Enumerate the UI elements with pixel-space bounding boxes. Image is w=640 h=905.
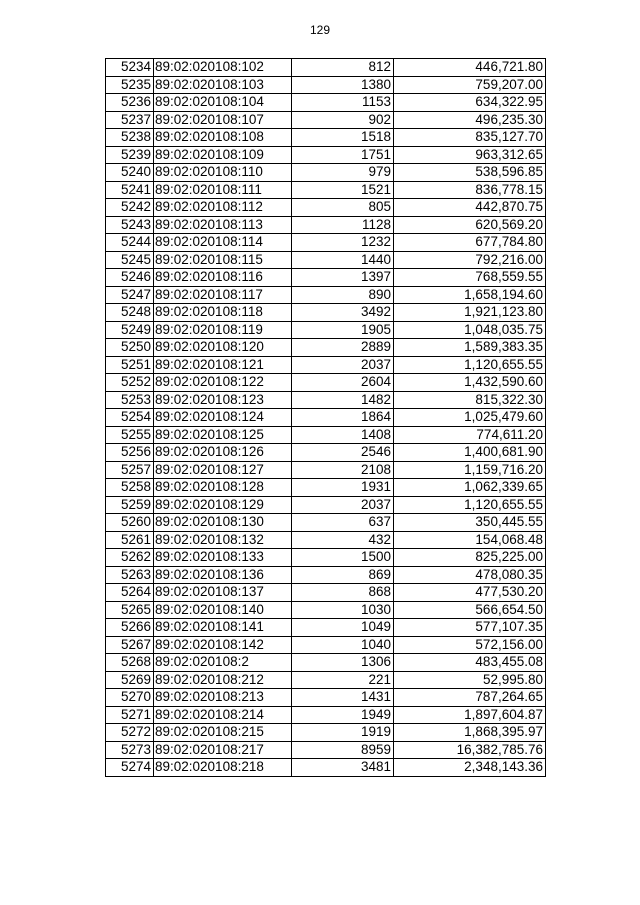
cadastral-value-cell: 759,207.00: [394, 76, 546, 94]
table-row: [106, 321, 546, 339]
table-row: [106, 269, 546, 287]
cadastral-number-cell: 89:02:020108:214: [154, 706, 292, 724]
cadastral-number-cell: 89:02:020108:125: [154, 426, 292, 444]
cadastral-number-cell: 89:02:020108:109: [154, 146, 292, 164]
cadastral-number-cell: 89:02:020108:103: [154, 76, 292, 94]
table-row: [106, 391, 546, 409]
cadastral-value-cell: 835,127.70: [394, 129, 546, 147]
cadastral-number-cell: 89:02:020108:115: [154, 251, 292, 269]
table-row: [106, 286, 546, 304]
table-row: [106, 496, 546, 514]
cadastral-value-cell: 1,921,123.80: [394, 304, 546, 322]
area-cell: 869: [292, 566, 394, 584]
table-row: [106, 356, 546, 374]
cadastral-number-cell: 89:02:020108:108: [154, 129, 292, 147]
area-cell: 432: [292, 531, 394, 549]
row-number-cell: 5271: [106, 706, 154, 724]
row-number-cell: 5251: [106, 356, 154, 374]
area-cell: 1128: [292, 216, 394, 234]
table-row: [106, 654, 546, 672]
cadastral-number-cell: 89:02:020108:132: [154, 531, 292, 549]
area-cell: 1949: [292, 706, 394, 724]
cadastral-number-cell: 89:02:020108:136: [154, 566, 292, 584]
table-row: [106, 199, 546, 217]
cadastral-value-cell: 677,784.80: [394, 234, 546, 252]
row-number-cell: 5263: [106, 566, 154, 584]
row-number-cell: 5250: [106, 339, 154, 357]
area-cell: 1040: [292, 636, 394, 654]
cadastral-number-cell: 89:02:020108:213: [154, 689, 292, 707]
table-row: [106, 94, 546, 112]
cadastral-value-cell: 446,721.80: [394, 59, 546, 77]
cadastral-value-cell: 792,216.00: [394, 251, 546, 269]
row-number-cell: 5272: [106, 724, 154, 742]
area-cell: 890: [292, 286, 394, 304]
row-number-cell: 5244: [106, 234, 154, 252]
cadastral-value-cell: 634,322.95: [394, 94, 546, 112]
area-cell: 1380: [292, 76, 394, 94]
area-cell: 2889: [292, 339, 394, 357]
area-cell: 1905: [292, 321, 394, 339]
cadastral-number-cell: 89:02:020108:215: [154, 724, 292, 742]
row-number-cell: 5274: [106, 759, 154, 777]
cadastral-number-cell: 89:02:020108:141: [154, 619, 292, 637]
cadastral-number-cell: 89:02:020108:127: [154, 461, 292, 479]
cadastral-value-cell: 154,068.48: [394, 531, 546, 549]
row-number-cell: 5249: [106, 321, 154, 339]
row-number-cell: 5255: [106, 426, 154, 444]
row-number-cell: 5242: [106, 199, 154, 217]
area-cell: 1232: [292, 234, 394, 252]
row-number-cell: 5270: [106, 689, 154, 707]
row-number-cell: 5234: [106, 59, 154, 77]
cadastral-number-cell: 89:02:020108:107: [154, 111, 292, 129]
cadastral-number-cell: 89:02:020108:110: [154, 164, 292, 182]
area-cell: 979: [292, 164, 394, 182]
row-number-cell: 5245: [106, 251, 154, 269]
cadastral-number-cell: 89:02:020108:102: [154, 59, 292, 77]
area-cell: 1919: [292, 724, 394, 742]
cadastral-number-cell: 89:02:020108:128: [154, 479, 292, 497]
cadastral-value-cell: 1,658,194.60: [394, 286, 546, 304]
cadastral-value-cell: 1,062,339.65: [394, 479, 546, 497]
row-number-cell: 5266: [106, 619, 154, 637]
cadastral-value-cell: 774,611.20: [394, 426, 546, 444]
row-number-cell: 5259: [106, 496, 154, 514]
cadastral-value-cell: 1,048,035.75: [394, 321, 546, 339]
cadastral-value-cell: 1,159,716.20: [394, 461, 546, 479]
table-row: [106, 724, 546, 742]
table-row: [106, 374, 546, 392]
row-number-cell: 5241: [106, 181, 154, 199]
cadastral-number-cell: 89:02:020108:104: [154, 94, 292, 112]
cadastral-number-cell: 89:02:020108:123: [154, 391, 292, 409]
area-cell: 2546: [292, 444, 394, 462]
cadastral-number-cell: 89:02:020108:117: [154, 286, 292, 304]
cadastral-value-cell: 538,596.85: [394, 164, 546, 182]
cadastral-number-cell: 89:02:020108:116: [154, 269, 292, 287]
cadastral-number-cell: 89:02:020108:140: [154, 601, 292, 619]
area-cell: 3481: [292, 759, 394, 777]
cadastral-value-cell: 52,995.80: [394, 671, 546, 689]
row-number-cell: 5239: [106, 146, 154, 164]
table-row: [106, 514, 546, 532]
cadastral-value-cell: 566,654.50: [394, 601, 546, 619]
table-row: [106, 111, 546, 129]
cadastral-number-cell: 89:02:020108:218: [154, 759, 292, 777]
table-row: [106, 531, 546, 549]
cadastral-number-cell: 89:02:020108:130: [154, 514, 292, 532]
area-cell: 1521: [292, 181, 394, 199]
table-row: [106, 164, 546, 182]
table-row: [106, 479, 546, 497]
area-cell: 2108: [292, 461, 394, 479]
cadastral-value-cell: 620,569.20: [394, 216, 546, 234]
area-cell: 3492: [292, 304, 394, 322]
cadastral-value-cell: 1,868,395.97: [394, 724, 546, 742]
row-number-cell: 5258: [106, 479, 154, 497]
row-number-cell: 5262: [106, 549, 154, 567]
table-row: [106, 566, 546, 584]
table-body: [106, 59, 546, 777]
table-row: [106, 339, 546, 357]
cadastral-number-cell: 89:02:020108:118: [154, 304, 292, 322]
row-number-cell: 5265: [106, 601, 154, 619]
cadastral-value-cell: 963,312.65: [394, 146, 546, 164]
cadastral-value-cell: 496,235.30: [394, 111, 546, 129]
cadastral-number-cell: 89:02:020108:212: [154, 671, 292, 689]
table-row: [106, 444, 546, 462]
cadastral-number-cell: 89:02:020108:133: [154, 549, 292, 567]
cadastral-value-cell: 1,897,604.87: [394, 706, 546, 724]
table-row: [106, 601, 546, 619]
cadastral-value-cell: 483,455.08: [394, 654, 546, 672]
cadastral-number-cell: 89:02:020108:120: [154, 339, 292, 357]
row-number-cell: 5254: [106, 409, 154, 427]
table-row: [106, 636, 546, 654]
area-cell: 1751: [292, 146, 394, 164]
table-row: [106, 741, 546, 759]
cadastral-value-cell: 787,264.65: [394, 689, 546, 707]
cadastral-value-cell: 442,870.75: [394, 199, 546, 217]
cadastral-number-cell: 89:02:020108:124: [154, 409, 292, 427]
row-number-cell: 5260: [106, 514, 154, 532]
area-cell: 8959: [292, 741, 394, 759]
cadastral-value-cell: 2,348,143.36: [394, 759, 546, 777]
row-number-cell: 5243: [106, 216, 154, 234]
area-cell: 1482: [292, 391, 394, 409]
row-number-cell: 5267: [106, 636, 154, 654]
row-number-cell: 5256: [106, 444, 154, 462]
cadastral-number-cell: 89:02:020108:114: [154, 234, 292, 252]
cadastral-value-cell: 1,432,590.60: [394, 374, 546, 392]
table-row: [106, 689, 546, 707]
row-number-cell: 5257: [106, 461, 154, 479]
row-number-cell: 5261: [106, 531, 154, 549]
cadastral-value-cell: 1,120,655.55: [394, 356, 546, 374]
table-row: [106, 129, 546, 147]
row-number-cell: 5237: [106, 111, 154, 129]
table-row: [106, 619, 546, 637]
row-number-cell: 5252: [106, 374, 154, 392]
table-row: [106, 251, 546, 269]
cadastral-value-cell: 836,778.15: [394, 181, 546, 199]
cadastral-value-cell: 572,156.00: [394, 636, 546, 654]
cadastral-value-table: [105, 58, 546, 777]
area-cell: 1431: [292, 689, 394, 707]
row-number-cell: 5264: [106, 584, 154, 602]
row-number-cell: 5235: [106, 76, 154, 94]
table-row: [106, 426, 546, 444]
area-cell: 2037: [292, 356, 394, 374]
area-cell: 1153: [292, 94, 394, 112]
area-cell: 1306: [292, 654, 394, 672]
cadastral-number-cell: 89:02:020108:129: [154, 496, 292, 514]
area-cell: 1500: [292, 549, 394, 567]
cadastral-number-cell: 89:02:020108:217: [154, 741, 292, 759]
area-cell: 1440: [292, 251, 394, 269]
row-number-cell: 5240: [106, 164, 154, 182]
cadastral-number-cell: 89:02:020108:122: [154, 374, 292, 392]
area-cell: 812: [292, 59, 394, 77]
table-row: [106, 584, 546, 602]
cadastral-number-cell: 89:02:020108:112: [154, 199, 292, 217]
row-number-cell: 5247: [106, 286, 154, 304]
row-number-cell: 5253: [106, 391, 154, 409]
table-row: [106, 706, 546, 724]
cadastral-number-cell: 89:02:020108:126: [154, 444, 292, 462]
area-cell: 1030: [292, 601, 394, 619]
cadastral-value-cell: 478,080.35: [394, 566, 546, 584]
area-cell: 868: [292, 584, 394, 602]
cadastral-number-cell: 89:02:020108:137: [154, 584, 292, 602]
cadastral-number-cell: 89:02:020108:121: [154, 356, 292, 374]
cadastral-value-cell: 350,445.55: [394, 514, 546, 532]
row-number-cell: 5273: [106, 741, 154, 759]
area-cell: 2604: [292, 374, 394, 392]
row-number-cell: 5238: [106, 129, 154, 147]
table-row: [106, 59, 546, 77]
table-row: [106, 409, 546, 427]
cadastral-value-cell: 768,559.55: [394, 269, 546, 287]
area-cell: 1397: [292, 269, 394, 287]
table-row: [106, 671, 546, 689]
cadastral-number-cell: 89:02:020108:111: [154, 181, 292, 199]
table-row: [106, 216, 546, 234]
area-cell: 1049: [292, 619, 394, 637]
cadastral-number-cell: 89:02:020108:142: [154, 636, 292, 654]
cadastral-value-cell: 1,120,655.55: [394, 496, 546, 514]
area-cell: 1408: [292, 426, 394, 444]
table-row: [106, 549, 546, 567]
table-row: [106, 76, 546, 94]
page-number: 129: [309, 23, 331, 37]
cadastral-value-cell: 1,025,479.60: [394, 409, 546, 427]
area-cell: 902: [292, 111, 394, 129]
cadastral-value-cell: 16,382,785.76: [394, 741, 546, 759]
cadastral-value-cell: 815,322.30: [394, 391, 546, 409]
row-number-cell: 5236: [106, 94, 154, 112]
table-row: [106, 461, 546, 479]
table-row: [106, 181, 546, 199]
area-cell: 637: [292, 514, 394, 532]
cadastral-value-cell: 577,107.35: [394, 619, 546, 637]
cadastral-number-cell: 89:02:020108:119: [154, 321, 292, 339]
area-cell: 1864: [292, 409, 394, 427]
cadastral-value-cell: 477,530.20: [394, 584, 546, 602]
area-cell: 221: [292, 671, 394, 689]
table-row: [106, 304, 546, 322]
row-number-cell: 5248: [106, 304, 154, 322]
cadastral-value-cell: 825,225.00: [394, 549, 546, 567]
table-row: [106, 146, 546, 164]
cadastral-number-cell: 89:02:020108:113: [154, 216, 292, 234]
area-cell: 2037: [292, 496, 394, 514]
table-row: [106, 234, 546, 252]
row-number-cell: 5269: [106, 671, 154, 689]
row-number-cell: 5246: [106, 269, 154, 287]
cadastral-value-cell: 1,400,681.90: [394, 444, 546, 462]
cadastral-number-cell: 89:02:020108:2: [154, 654, 292, 672]
area-cell: 1931: [292, 479, 394, 497]
area-cell: 805: [292, 199, 394, 217]
table-row: [106, 759, 546, 777]
area-cell: 1518: [292, 129, 394, 147]
row-number-cell: 5268: [106, 654, 154, 672]
cadastral-value-cell: 1,589,383.35: [394, 339, 546, 357]
